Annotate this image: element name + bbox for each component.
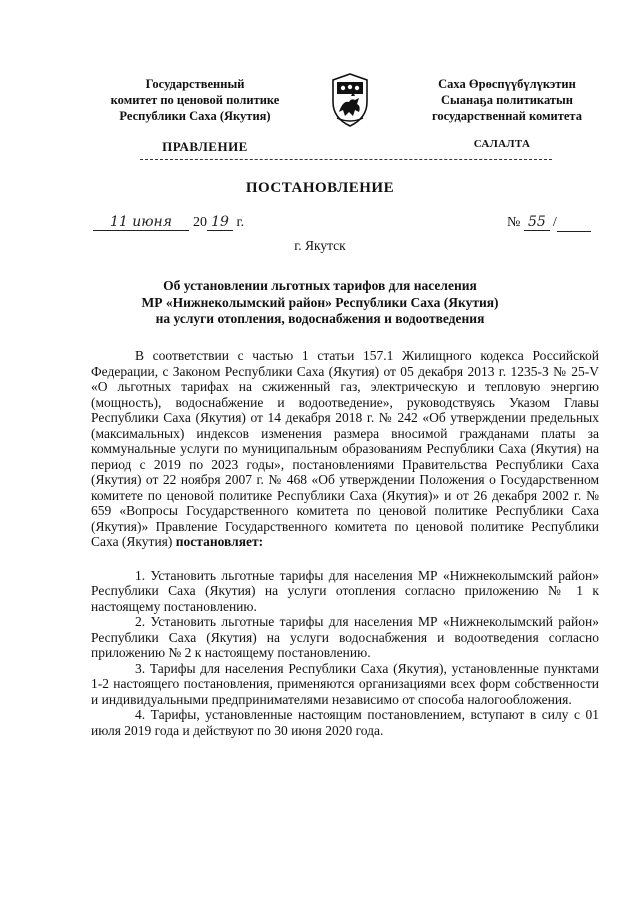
- decree-word: постановляет:: [175, 534, 264, 549]
- board-label-russian: ПРАВЛЕНИЕ: [162, 139, 248, 154]
- org-name-line: государственнай комитета: [432, 109, 582, 123]
- org-name-line: Государственный: [145, 77, 245, 91]
- org-name-line: Саха Өрөспүүбүлүкэтин: [438, 77, 576, 91]
- subject-line: Об установлении льготных тарифов для населения: [163, 278, 477, 293]
- number-separator: /: [552, 215, 557, 230]
- preamble-paragraph: [91, 348, 599, 550]
- coat-of-arms-emblem-icon: [329, 72, 371, 128]
- board-label-yakut: САЛАЛТА: [473, 138, 531, 150]
- document-title: ПОСТАНОВЛЕНИЕ: [245, 180, 395, 196]
- number-prefix: №: [507, 215, 521, 230]
- subject-line: на услуги отопления, водоснабжения и водоотведения: [155, 311, 485, 326]
- org-name-yakut: [414, 76, 600, 124]
- date-year-prefix: 20: [193, 215, 207, 230]
- decree-item-3: 3. Тарифы для населения Республики Саха (Якутия), установленные пунктами 1-2 настоящего постановления, применяются организациями всех форм собственности и индивидуальными предпринимателями независимо от способа налогообложения.: [91, 660, 599, 707]
- org-name-line: Республики Саха (Якутия): [119, 109, 271, 123]
- org-name-russian: [100, 76, 290, 124]
- document-subject: [120, 278, 520, 328]
- document-number: [507, 214, 591, 232]
- subject-line: МР «Нижнеколымский район» Республики Саха (Якутия): [141, 294, 499, 310]
- decree-item-2: 2. Установить льготные тарифы для населения МР «Нижнеколымский район» Республики Саха (Якутия) на услуги водоснабжения и водоотведения согласно приложению № 2 к настоящему постановлению.: [91, 614, 599, 660]
- decree-item-1: 1. Установить льготные тарифы для населения МР «Нижнеколымский район» Республики Саха (Якутия) на услуги отопления согласно приложению № 1 к настоящему постановлению.: [91, 567, 599, 614]
- preamble-text: В соответствии с частью 1 статьи 157.1 Жилищного кодекса Российской Федерации, с Законом Республики Саха (Якутия) от 05 декабря 2013 г. 1235-З № 25-V «О льготных тарифах на сжиженный газ, электрическую и тепловую энергию (мощность), водоснабжение и водоотведение», руководствуясь Указом Главы Республики Саха (Якутия) от 14 декабря 2018 г. № 242 «Об утверждении предельных (максимальных) индексов изменения размера вносимой гражданами платы за коммунальные услуги по муниципальным образованиям Республики Саха (Якутия) на период с 2019 по 2023 годы», постановлениями Правительства Республики Саха (Якутия) от 22 ноября 2007 г. № 468 «Об утверждении Положения о Государственном комитете по ценовой политике Республики Саха (Якутия)» и от 26 декабря 2002 г. № 659 «Вопросы Государственного комитета по ценовой политике Республики Саха (Якутия)» Правление Государственного комитета по ценовой политике Республики Саха (Якутия): [91, 348, 599, 549]
- document-body: [91, 348, 599, 738]
- decree-item-4: 4. Тарифы, установленные настоящим постановлением, вступают в силу с 01 июля 2019 года и действуют по 30 июня 2020 года.: [91, 707, 599, 738]
- document-city: г. Якутск: [294, 238, 346, 253]
- date-day-month: 11 июня: [93, 214, 189, 231]
- org-name-line: Сыанаҕа политикатын: [441, 93, 573, 107]
- date-year-suffix: 19: [207, 214, 233, 231]
- document-date: [93, 214, 244, 231]
- number-blank: [557, 215, 591, 232]
- number-value: 55: [524, 214, 550, 231]
- header-divider: [140, 159, 552, 160]
- date-suffix: г.: [236, 215, 245, 230]
- org-name-line: комитет по ценовой политике: [110, 93, 280, 107]
